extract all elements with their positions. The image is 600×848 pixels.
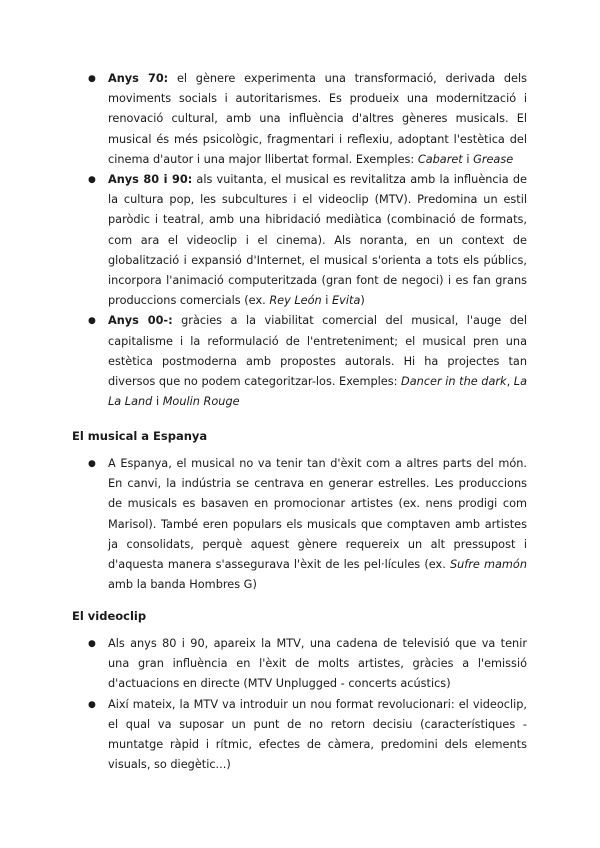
list-item: ● Anys 70: el gènere experimenta una transformació, derivada dels moviments socials i autoritarismes. Es produeix una modernització i renovació cultural, amb una influència d'altres gèneres musicals. El musical és més psicològic, fragmentari i reflexiu, adoptant l'estètica del cinema d'autor i una major llibertat formal. Exemples: Cabaret i Grease <box>0 69 600 170</box>
example-title: Rey León <box>269 294 322 308</box>
list-item: ● Anys 00-: gràcies a la viabilitat comercial del musical, l'auge del capitalisme i la reformulació de l'entreteniment; el musical pren una estètica postmoderna amb propostes autorals. Hi ha projectes tan diversos que no podem categoritzar-los. Exemples: Dancer in the dark, La La Land i Moulin Rouge <box>0 311 600 412</box>
bullet-icon: ● <box>88 316 96 327</box>
example-title: Dancer in the dark <box>401 375 507 389</box>
bullet-icon: ● <box>88 74 96 84</box>
example-title: Moulin Rouge <box>162 395 240 409</box>
example-title: La La Land <box>108 375 527 409</box>
example-title: Evita <box>332 294 361 308</box>
example-title: Sufre mamón <box>449 558 527 572</box>
period-label: Anys 80 i 90: <box>108 173 193 187</box>
videoclip-list <box>0 634 600 775</box>
example-title: Grease <box>473 152 514 166</box>
example-title: Cabaret <box>417 152 463 166</box>
period-label: Anys 70: <box>108 72 169 85</box>
periods-list <box>0 69 600 412</box>
list-item: ● Anys 80 i 90: als vuitanta, el musical es revitalitza amb la influència de la cultura pop, les subcultures i el videoclip (MTV). Predomina un estil paròdic i teatral, amb una hibridació mediàtica (combinació de formats, com ara el videoclip i el cinema). Als noranta, en un context de globalització i expansió d'Internet, el musical s'orienta a tots els públics, incorpora l'animació computeritzada (gran font de negoci) i es fan grans produccions comercials (ex. Rey León i Evita) <box>0 170 600 311</box>
list-item: ● Així mateix, la MTV va introduir un nou format revolucionari: el videoclip, el qual va suposar un punt de no retorn decisiu (característiques - muntatge ràpid i rítmic, efectes de càmera, predomini dels elements visuals, so diegètic...) <box>0 695 600 776</box>
list-item: ● A Espanya, el musical no va tenir tan d'èxit com a altres parts del món. En canvi, la indústria se centrava en generar estrelles. Les produccions de musicals es basaven en promocionar artistes (ex. nens prodigi com Marisol). També eren populars els musicals que comptaven amb artistes ja consolidats, perquè aquest gènere requereix un alt pressupost i d'aquesta manera s'assegurava l'èxit de les pel·lícules (ex. Sufre mamón amb la banda Hombres G) <box>0 454 600 595</box>
bullet-icon: ● <box>88 699 96 710</box>
spain-list <box>0 454 600 595</box>
bullet-icon: ● <box>88 175 96 186</box>
section-heading-spain: El musical a Espanya <box>72 429 208 443</box>
list-item: ● Als anys 80 i 90, apareix la MTV, una cadena de televisió que va tenir una gran influència en l'èxit de molts artistes, gràcies a l'emissió d'actuacions en directe (MTV Unplugged - concerts acústics) <box>0 634 600 695</box>
bullet-icon: ● <box>88 459 96 469</box>
bullet-icon: ● <box>88 639 96 649</box>
section-heading-videoclip: El videoclip <box>72 609 147 623</box>
period-label: Anys 00-: <box>108 314 173 328</box>
